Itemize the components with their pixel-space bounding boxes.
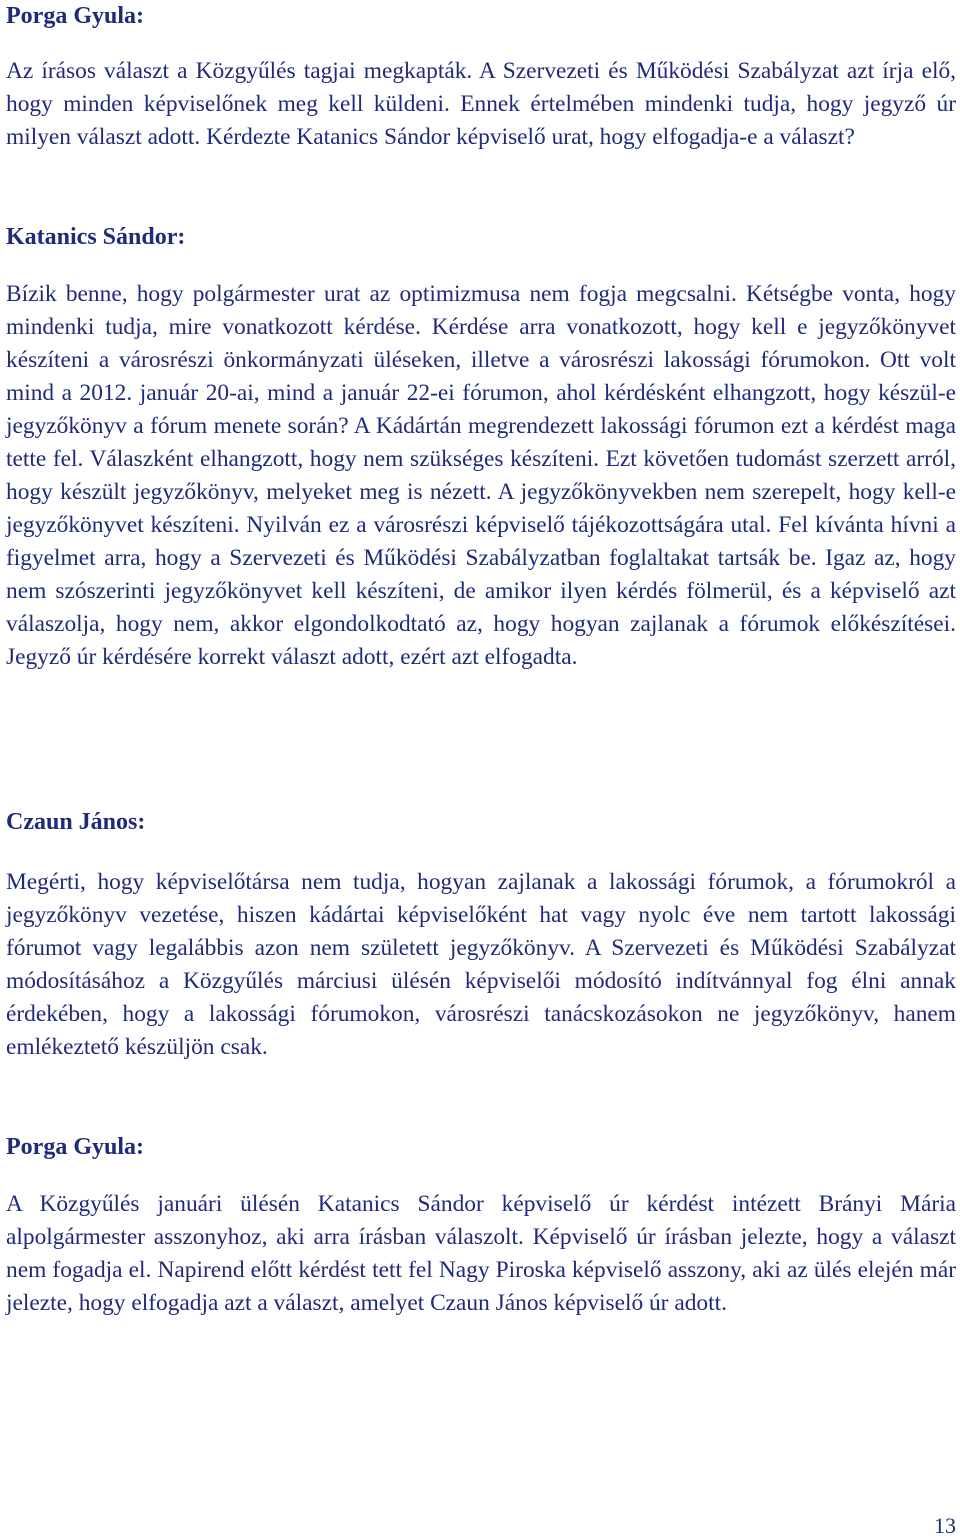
page-number: 13 bbox=[934, 1513, 956, 1538]
speaker-heading: Czaun János: bbox=[6, 809, 146, 835]
speech-paragraph: Bízik benne, hogy polgármester urat az optimizmusa nem fogja megcsalni. Kétségbe vonta, hogy mindenki tudja, mire vonatkozott kérdése. Kérdése arra vonatkozott, hogy kell e jegyzőkönyvet készíteni a városrészi önkormányzati üléseken, illetve a városrészi lakossági fórumokon. Ott volt mind a 2012. január 20-ai, mind a január 22-ei fórumon, ahol kérdésként elhangzott, hogy készül-e jegyzőkönyv a fórum menete során? A Kádártán megrendezett lakossági fórumon ezt a kérdést maga tette fel. Válaszként elhangzott, hogy nem szükséges készíteni. Ezt követően tudomást szerzett arról, hogy készült jegyzőkönyv, melyeket meg is nézett. A jegyzőkönyvekben nem szerepelt, hogy kell-e jegyzőkönyvet készíteni. Nyilván ez a városrészi képviselő tájékozottságára utal. Fel kívánta hívni a figyelmet arra, hogy a Szervezeti és Működési Szabályzatban foglaltakat tartsák be. Igaz az, hogy nem szószerinti jegyzőkönyvet kell készíteni, de amikor ilyen kérdés fölmerül, és a képviselő azt válaszolja, hogy nem, akkor elgondolkodtató az, hogy hogyan zajlanak a fórumok előkészítései. Jegyző úr kérdésére korrekt választ adott, ezért azt elfogadta. bbox=[6, 281, 956, 670]
speaker-heading: Katanics Sándor: bbox=[6, 224, 186, 250]
speaker-heading: Porga Gyula: bbox=[6, 3, 144, 29]
speech-paragraph: Az írásos választ a Közgyűlés tagjai megkapták. A Szervezeti és Működési Szabályzat azt írja elő, hogy minden képviselőnek meg kell küldeni. Ennek értelmében mindenki tudja, hogy jegyző úr milyen választ adott. Kérdezte Katanics Sándor képviselő urat, hogy elfogadja-e a választ? bbox=[6, 58, 956, 150]
speaker-heading: Porga Gyula: bbox=[6, 1134, 144, 1160]
speech-paragraph: A Közgyűlés januári ülésén Katanics Sándor képviselő úr kérdést intézett Brányi Mária alpolgármester asszonyhoz, aki arra írásban válaszolt. Képviselő úr írásban jelezte, hogy a választ nem fogadja el. Napirend előtt kérdést tett fel Nagy Piroska képviselő asszony, aki az ülés elején már jelezte, hogy elfogadja azt a választ, amelyet Czaun János képviselő úr adott. bbox=[6, 1191, 956, 1316]
speech-paragraph: Megérti, hogy képviselőtársa nem tudja, hogyan zajlanak a lakossági fórumok, a fórumokról a jegyzőkönyv vezetése, hiszen kádártai képviselőként hat vagy nyolc éve nem tartott lakossági fórumot vagy legalábbis azon nem született jegyzőkönyv. A Szervezeti és Működési Szabályzat módosításához a Közgyűlés márciusi ülésén képviselői módosító indítvánnyal fog élni annak érdekében, hogy a lakossági fórumokon, városrészi tanácskozásokon ne jegyzőkönyv, hanem emlékeztető készüljön csak. bbox=[6, 869, 956, 1060]
